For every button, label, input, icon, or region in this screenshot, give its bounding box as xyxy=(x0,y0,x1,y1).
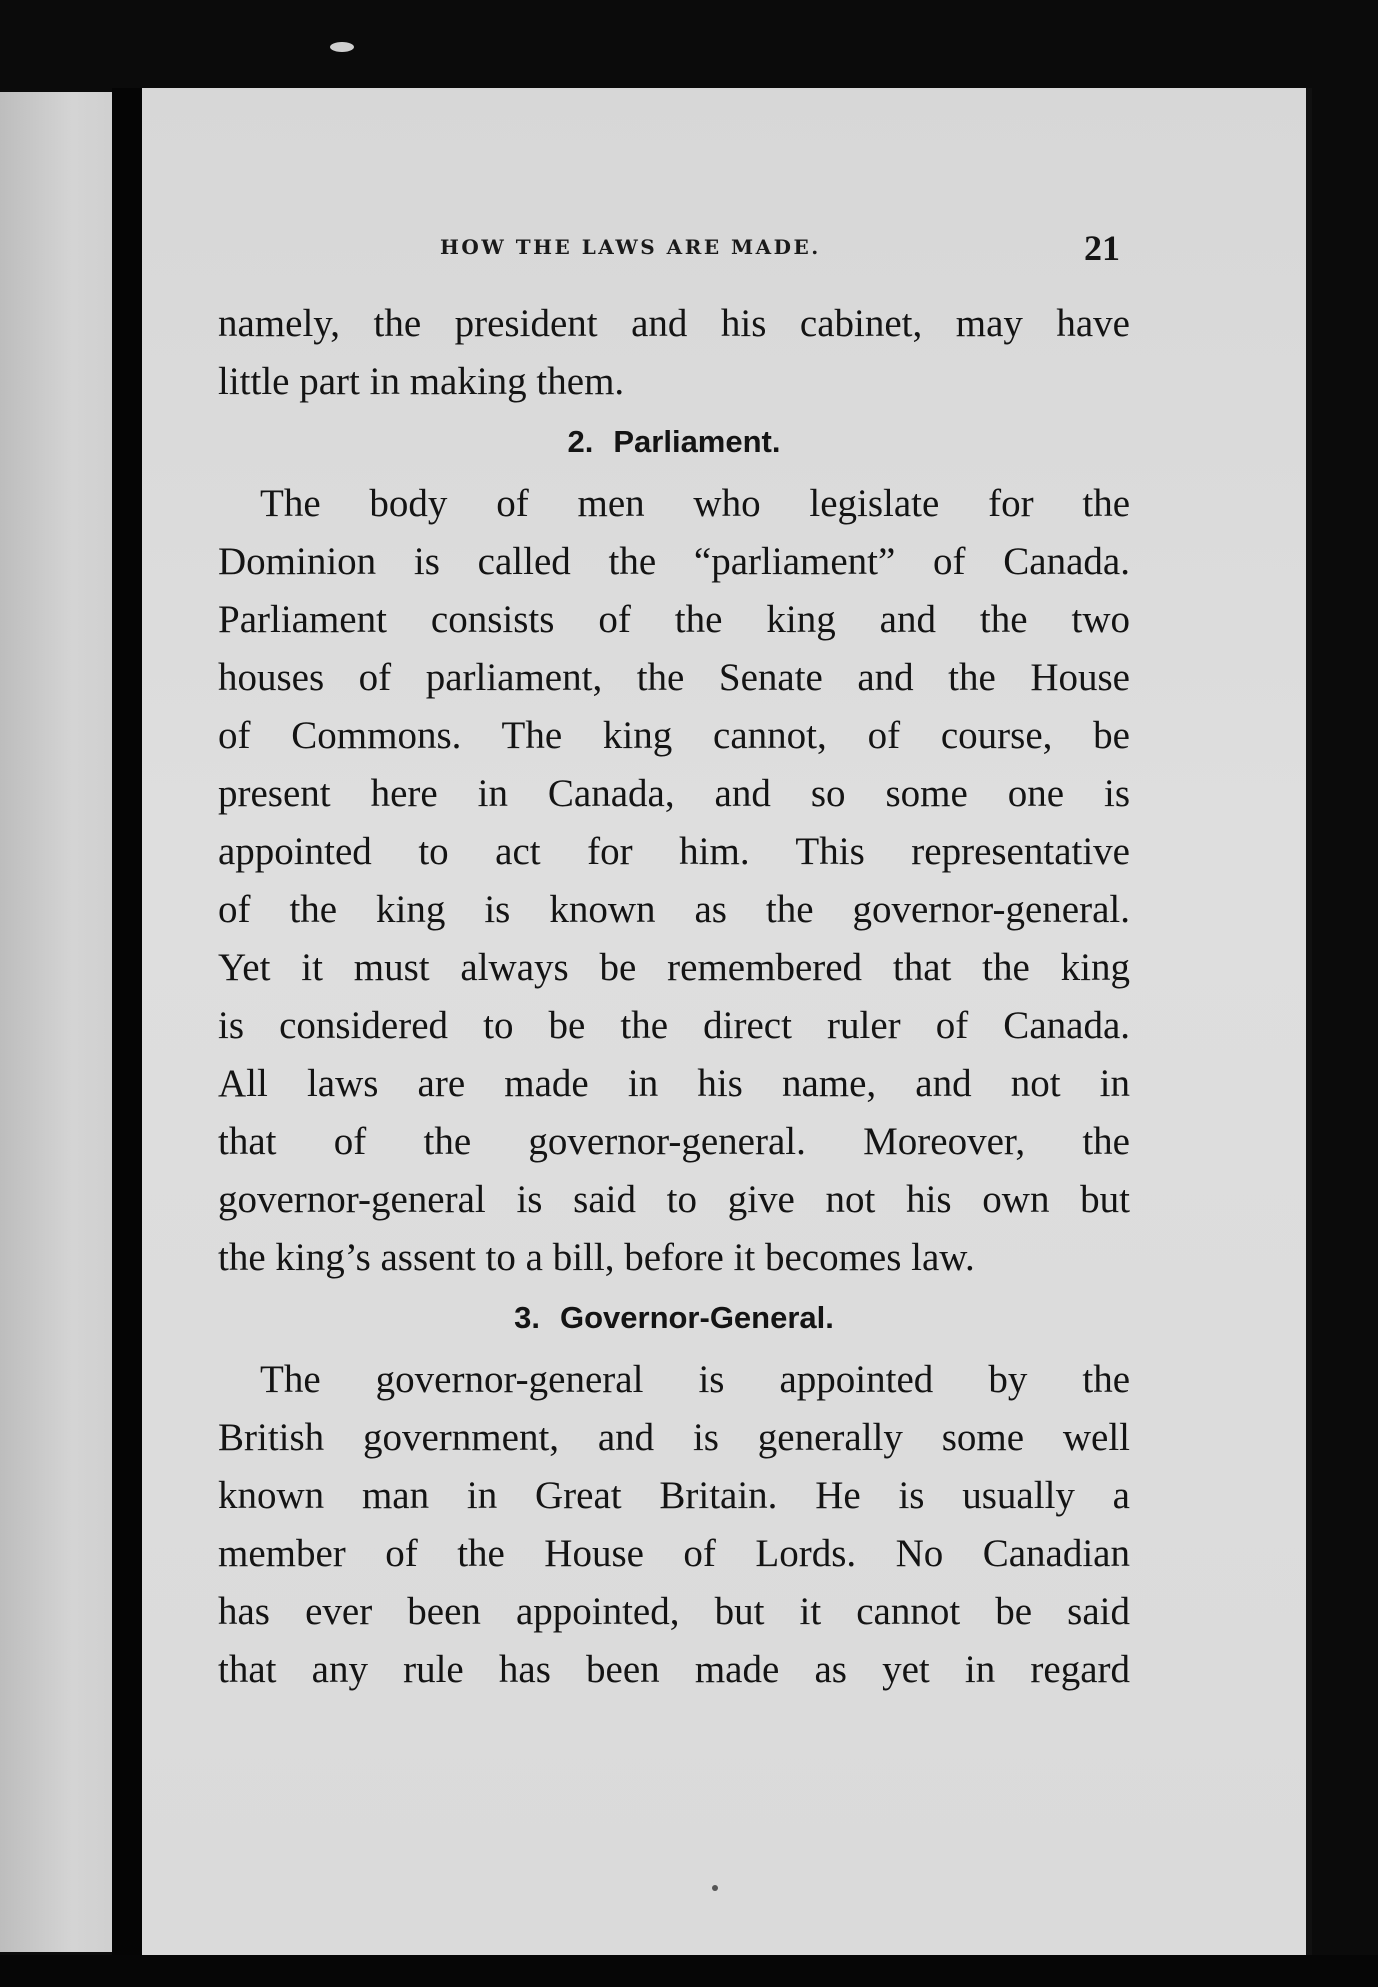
text-line: the king’s assent to a bill, before it becomes law. xyxy=(218,1236,975,1279)
page-number: 21 xyxy=(1084,228,1120,268)
binding-gutter xyxy=(112,88,144,1968)
text-line: British government, and is generally some well xyxy=(218,1416,1130,1459)
section-heading-governor-general xyxy=(218,1289,1130,1347)
text-line: that of the governor-general. Moreover, the xyxy=(218,1120,1130,1163)
text-line: Parliament consists of the king and the two xyxy=(218,598,1130,641)
scan-bottom-edge xyxy=(0,1955,1378,1987)
section-title: Governor-General. xyxy=(559,1300,834,1335)
running-title: HOW THE LAWS ARE MADE. xyxy=(440,235,821,259)
section-number: 2. xyxy=(567,424,594,459)
text-line: appointed to act for him. This representative xyxy=(218,830,1130,873)
text-line: member of the House of Lords. No Canadian xyxy=(218,1532,1130,1575)
body-text xyxy=(218,295,1130,1699)
text-line: Dominion is called the “parliament” of Canada. xyxy=(218,540,1130,583)
text-line: present here in Canada, and so some one is xyxy=(218,772,1130,815)
text-line: All laws are made in his name, and not in xyxy=(218,1062,1130,1105)
scan-speck xyxy=(712,1885,718,1891)
text-line: is considered to be the direct ruler of Canada. xyxy=(218,1004,1130,1047)
text-line: The body of men who legislate for the xyxy=(260,482,1130,525)
text-line: little part in making them. xyxy=(218,360,625,403)
text-line: that any rule has been made as yet in regard xyxy=(218,1648,1130,1691)
text-line: houses of parliament, the Senate and the House xyxy=(218,656,1130,699)
running-head xyxy=(440,227,1120,267)
text-line: Yet it must always be remembered that the king xyxy=(218,946,1130,989)
section-heading-parliament xyxy=(218,413,1130,471)
scan-speck xyxy=(330,42,354,52)
text-line: The governor-general is appointed by the xyxy=(260,1358,1130,1401)
section-number: 3. xyxy=(514,1300,540,1335)
text-line: governor-general is said to give not his own but xyxy=(218,1178,1130,1221)
text-line: namely, the president and his cabinet, may have xyxy=(218,302,1130,345)
text-line: of Commons. The king cannot, of course, be xyxy=(218,714,1130,757)
previous-page-edge xyxy=(0,92,120,1952)
text-line: has ever been appointed, but it cannot be said xyxy=(218,1590,1130,1633)
text-line: known man in Great Britain. He is usually a xyxy=(218,1474,1130,1517)
section-title: Parliament. xyxy=(613,424,781,459)
text-line: of the king is known as the governor-general. xyxy=(218,888,1130,931)
